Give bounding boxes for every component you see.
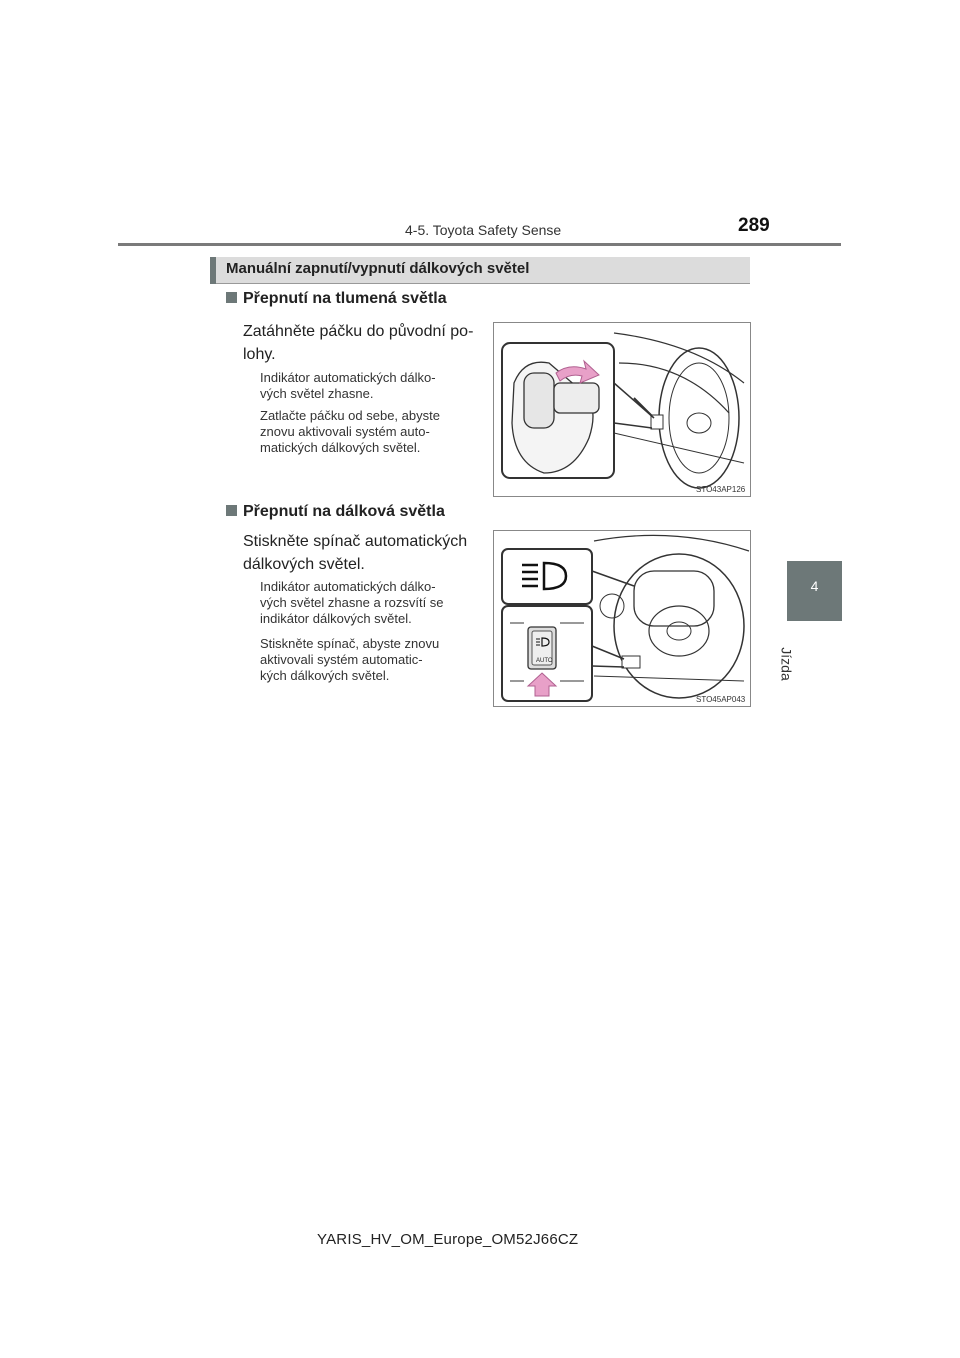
header-section-title: 4-5. Toyota Safety Sense [405, 222, 562, 238]
note-line: Stiskněte spínač, abyste znovu [260, 636, 440, 651]
lever-illustration-icon [494, 323, 750, 496]
section-title: Manuální zapnutí/vypnutí dálkových světel [226, 260, 530, 277]
chapter-number: 4 [810, 578, 819, 594]
block-heading-low-beam [226, 290, 447, 308]
note-line: Indikátor automatických dálko- [260, 579, 436, 594]
block-instruction-low-beam [243, 320, 488, 366]
footer-doc-id: YARIS_HV_OM_Europe_OM52J66CZ [317, 1231, 579, 1248]
block-note-high-beam-1 [260, 579, 476, 627]
header-rule [118, 243, 841, 246]
square-bullet-icon [226, 505, 237, 516]
block-heading-high-beam [226, 503, 445, 521]
note-line: kých dálkových světel. [260, 668, 390, 683]
note-line: znovu aktivovali systém auto- [260, 424, 430, 439]
block-note-high-beam-2 [260, 636, 476, 684]
figure-code: STO43AP126 [696, 485, 746, 494]
note-line: aktivovali systém automatic- [260, 652, 423, 667]
note-line: Indikátor automatických dálko- [260, 370, 436, 385]
figure-code: STO45AP043 [696, 695, 746, 704]
instruction-line: Zatáhněte páčku do původní po- [243, 323, 474, 340]
square-bullet-icon [226, 292, 237, 303]
block-note-low-beam-2 [260, 408, 476, 456]
block-instruction-high-beam [243, 530, 488, 576]
section-bar-accent [210, 257, 216, 284]
figure-switch-illustration [493, 530, 751, 707]
instruction-line: lohy. [243, 346, 276, 363]
note-line: Zatlačte páčku od sebe, abyste [260, 408, 440, 423]
instruction-line: dálkových světel. [243, 556, 365, 573]
switch-illustration-icon [494, 531, 750, 706]
page-number: 289 [738, 215, 770, 236]
block-note-low-beam-1 [260, 370, 476, 402]
note-line: matických dálkových světel. [260, 440, 421, 455]
block-heading-text: Přepnutí na tlumená světla [243, 290, 447, 307]
block-heading-text: Přepnutí na dálková světla [243, 503, 445, 520]
auto-button-label: AUTO [536, 658, 553, 664]
note-line: vých světel zhasne a rozsvítí se [260, 595, 444, 610]
note-line: indikátor dálkových světel. [260, 611, 412, 626]
chapter-title: Jízda [778, 647, 795, 681]
figure-lever-illustration [493, 322, 751, 497]
instruction-line: Stiskněte spínač automatických [243, 533, 468, 550]
note-line: vých světel zhasne. [260, 386, 374, 401]
